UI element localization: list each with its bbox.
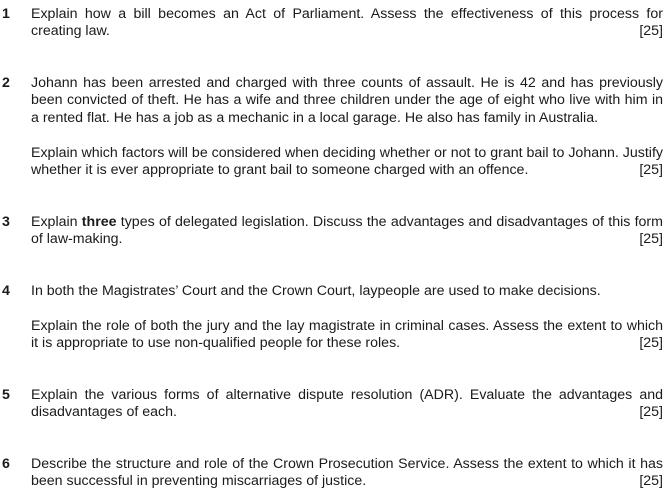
question-number: 3: [2, 214, 10, 230]
question-body: [31, 75, 663, 179]
question-body: [31, 456, 663, 491]
question-text: [31, 318, 663, 353]
question-text-end: types of delegated legislation. Discuss the advantages and disadvantages of this form of law-making.: [31, 214, 663, 248]
scenario-text: Johann has been arrested and charged with three counts of assault. He is 42 and has previously been convicted of theft. He has a wife and three children under the age of eight who live with him in a rented flat. He has a job as a mechanic in a local garage. He also has family in Australia.: [31, 75, 663, 126]
context-text: In both the Magistrates’ Court and the Crown Court, laypeople are used to make decisions.: [31, 283, 601, 299]
question-text-content: Explain the role of both the jury and the lay magistrate in criminal cases. Assess the extent to which it is appropriate to use non-qualified people for these roles.: [31, 317, 663, 352]
question-body: [31, 283, 663, 353]
marks-label: [25]: [639, 23, 663, 40]
question-text-content: Explain which factors will be considered when deciding whether or not to grant bail to Johann. Justify whether it is ever appropriate to grant bail to someone charged with an offence.: [31, 144, 663, 179]
question-body: [31, 6, 663, 41]
marks-label: [25]: [639, 231, 663, 248]
question-text-emphasis: three: [81, 214, 117, 230]
question-body: [31, 214, 663, 249]
question-text: [31, 387, 663, 422]
question-number: 2: [2, 75, 10, 91]
marks-label: [25]: [639, 473, 663, 490]
question-number: 1: [2, 6, 10, 22]
question-text-content: Describe the structure and role of the Crown Prosecution Service. Assess the extent to which it has been successful in preventing miscarriages of justice.: [31, 456, 663, 490]
question-number: 4: [2, 283, 10, 299]
question-text: [31, 214, 663, 249]
question-text-content: Explain the various forms of alternative dispute resolution (ADR). Evaluate the advantages and disadvantages of each.: [31, 387, 663, 421]
question-number: 5: [2, 387, 10, 403]
marks-label: [25]: [639, 335, 663, 352]
question-number: 6: [2, 456, 10, 472]
marks-label: [25]: [639, 162, 663, 179]
question-body: [31, 387, 663, 422]
question-text: [31, 145, 663, 180]
question-text-start: Explain: [31, 214, 82, 230]
question-text-content: Explain how a bill becomes an Act of Parliament. Assess the effectiveness of this process for creating law.: [31, 6, 663, 40]
marks-label: [25]: [639, 404, 663, 421]
question-text: [31, 6, 663, 41]
question-text: [31, 456, 663, 491]
